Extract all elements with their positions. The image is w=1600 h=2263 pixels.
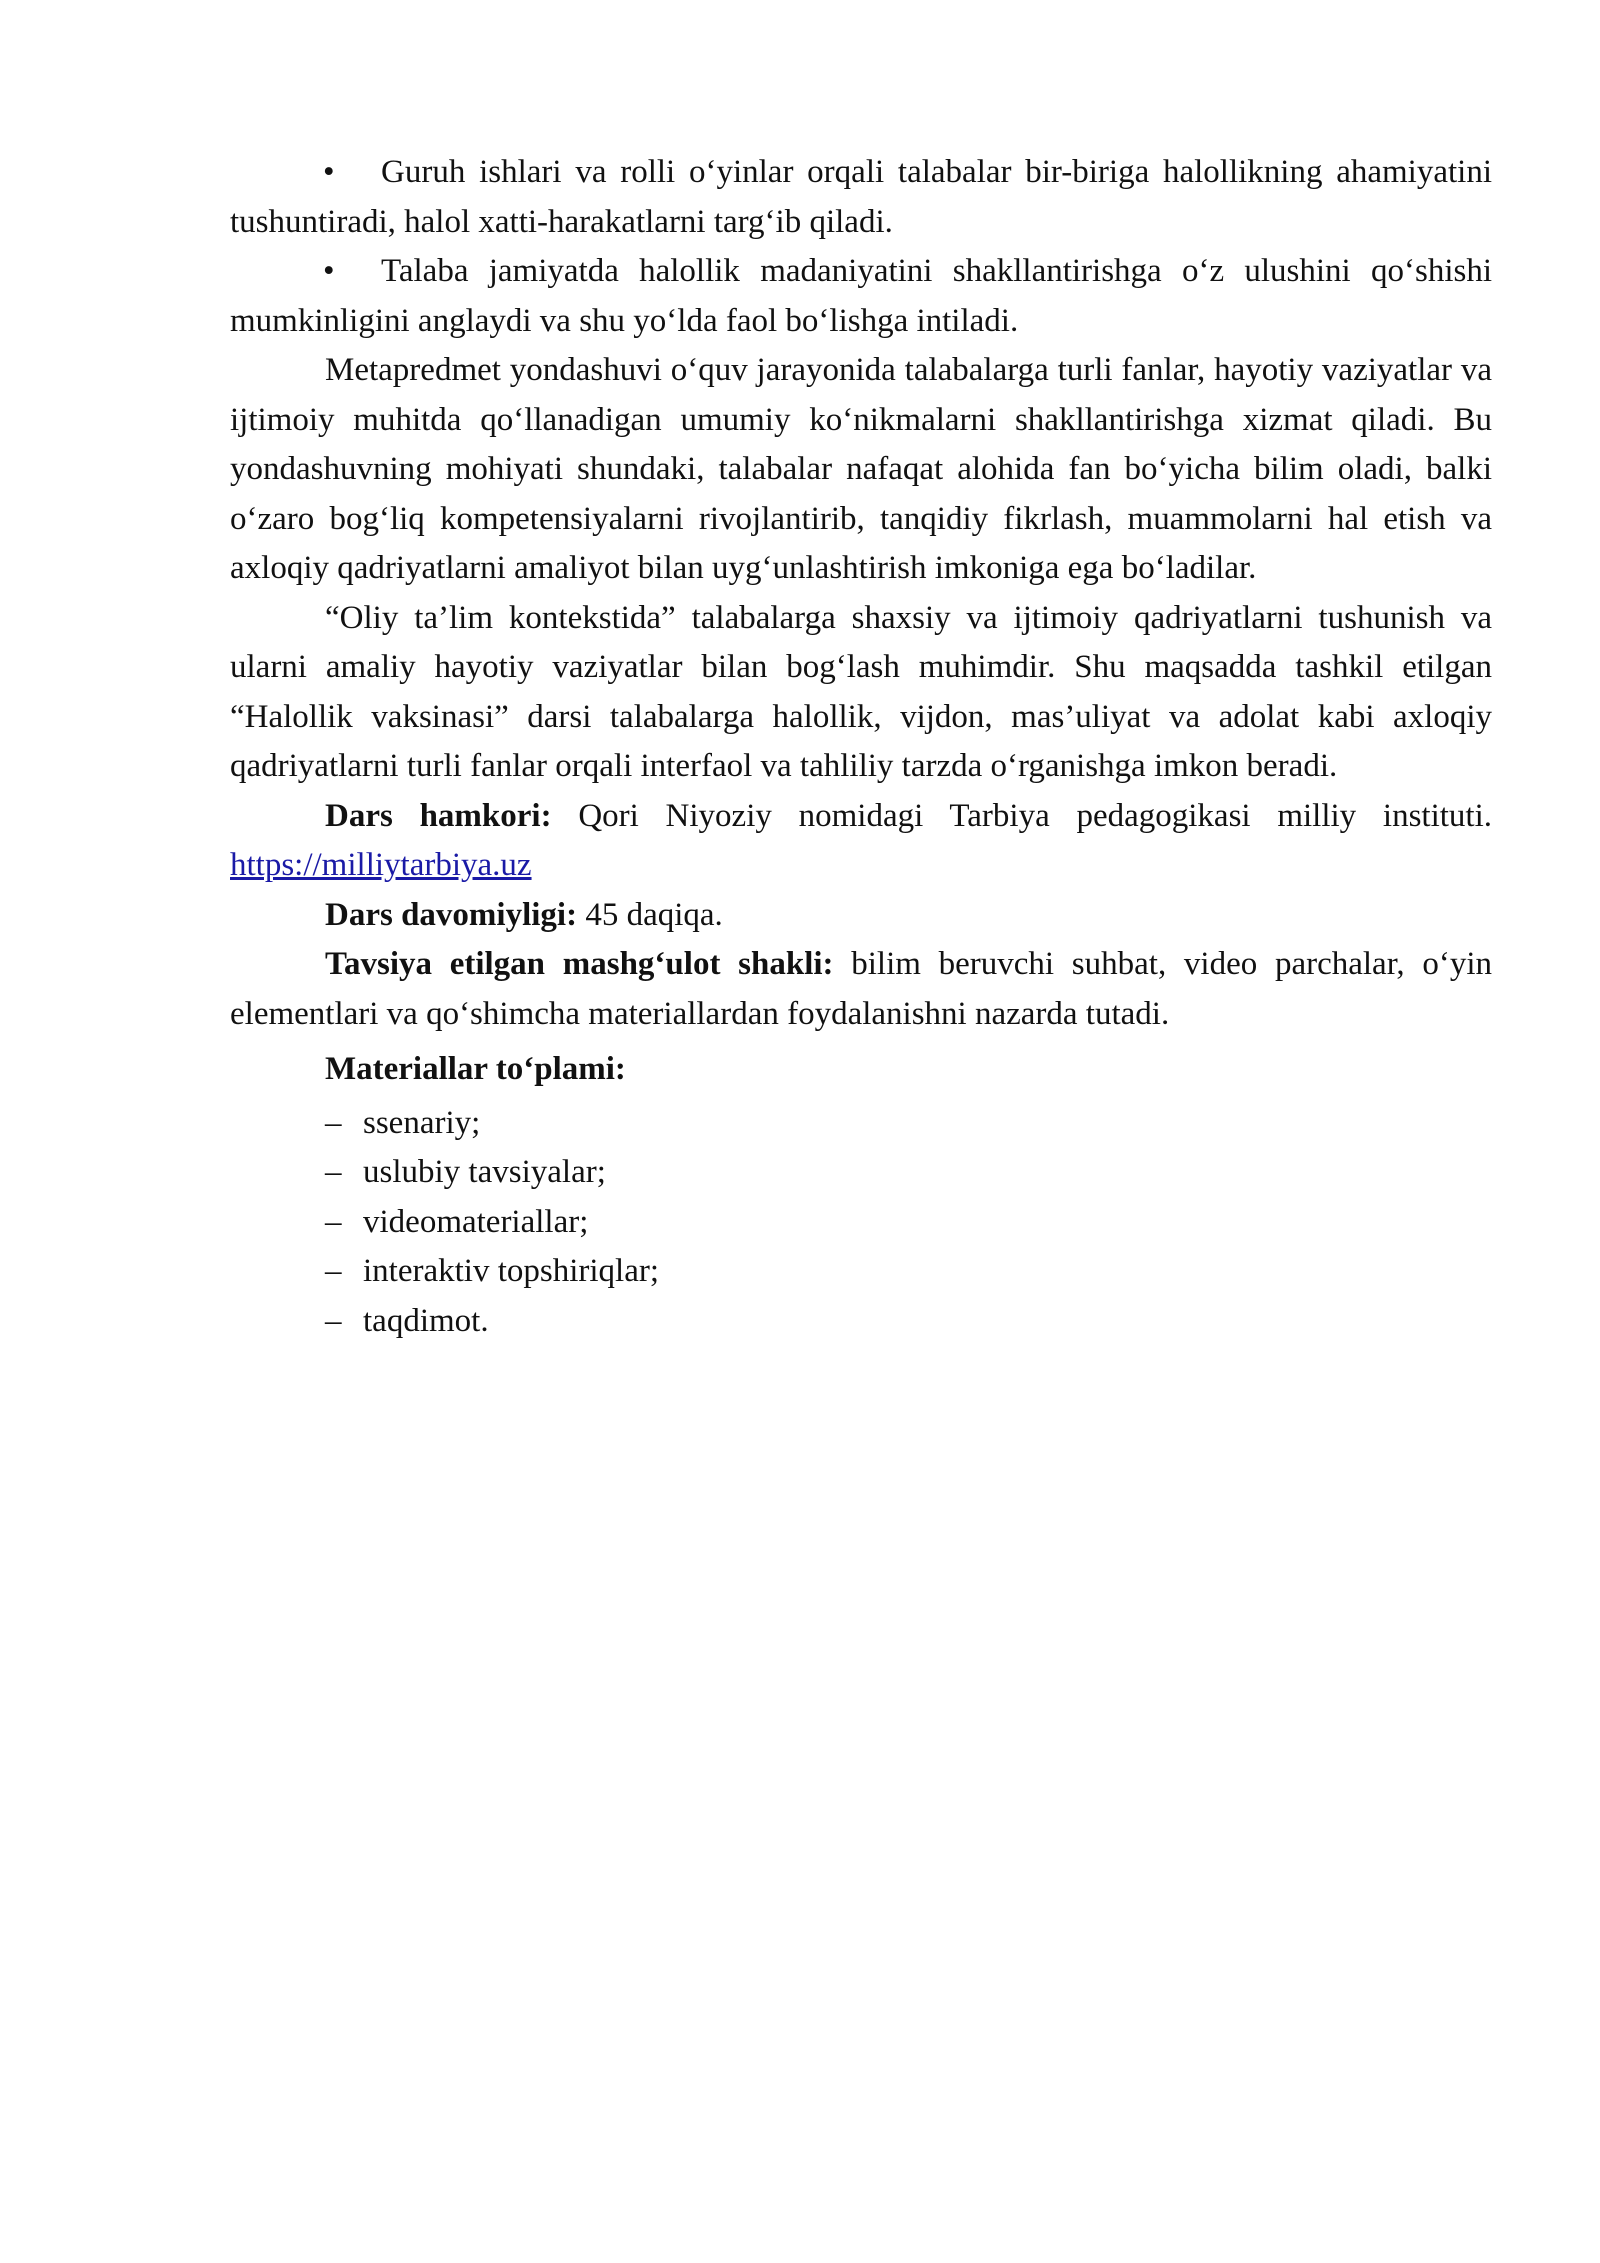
- list-item: [325, 1297, 1492, 1347]
- bullet-item: [230, 148, 1492, 247]
- bullet-icon: •: [323, 253, 335, 289]
- partner-label: Dars hamkori:: [325, 797, 552, 834]
- bullet-item: [230, 247, 1492, 346]
- duration-label: Dars davomiyligi:: [325, 896, 578, 933]
- list-item-text: videomateriallar;: [363, 1203, 589, 1240]
- partner-link[interactable]: https://milliytarbiya.uz: [230, 847, 532, 883]
- paragraph-oliy-talim: “Oliy ta’lim kontekstida” talabalarga shaxsiy va ijtimoiy qadriyatlarni tushunish va ularni amaliy hayotiy vaziyatlar bilan bog‘lash muhimdir. Shu maqsadda tashkil etilgan “Halollik vaksinasi” darsi talabalarga halollik, vijdon, mas’uliyat va adolat kabi axloqiy qadriyatlarni turli fanlar orqali interfaol va tahliliy tarzda o‘rganishga imkon beradi.: [230, 599, 1492, 784]
- partner-paragraph: [230, 792, 1492, 891]
- list-item-text: ssenariy;: [363, 1104, 481, 1141]
- list-item: [325, 1099, 1492, 1149]
- bullet-text: Talaba jamiyatda halollik madaniyatini shakllantirishga o‘z ulushini qo‘shishi mumkinligini anglaydi va shu yo‘lda faol bo‘lishga intiladi.: [230, 253, 1492, 339]
- dash-icon: –: [325, 1302, 342, 1339]
- dash-icon: –: [325, 1154, 342, 1190]
- materials-list: [230, 1099, 1492, 1347]
- form-label: Tavsiya etilgan mashg‘ulot shakli:: [325, 946, 834, 982]
- bullet-text: Guruh ishlari va rolli o‘yinlar orqali talabalar bir-biriga halollikning ahamiyatini tushuntiradi, halol xatti-harakatlarni targ‘ib qiladi.: [230, 154, 1492, 240]
- bullet-icon: •: [323, 154, 335, 190]
- form-paragraph: [230, 940, 1492, 1039]
- document-page: [230, 148, 1492, 1346]
- list-item: [325, 1148, 1492, 1198]
- duration-paragraph: [230, 891, 1492, 941]
- form-text: bilim beruvchi suhbat, video parchalar, o‘yin elementlari va qo‘shimcha materiallardan foydalanishni nazarda tutadi.: [230, 946, 1492, 1032]
- dash-icon: –: [325, 1253, 342, 1289]
- list-item-text: uslubiy tavsiyalar;: [363, 1154, 606, 1190]
- paragraph-metapredmet: Metapredmet yondashuvi o‘quv jarayonida talabalarga turli fanlar, hayotiy vaziyatlar va ijtimoiy muhitda qo‘llanadigan umumiy ko‘nikmalarni shakllantirishga xizmat qiladi. Bu yondashuvning mohiyati shundaki, talabalar nafaqat alohida fan bo‘yicha bilim oladi, balki o‘zaro bog‘liq kompetensiyalarni rivojlantirib, tanqidiy fikrlash, muammolarni hal etish va axloqiy qadriyatlarni amaliyot bilan uyg‘unlashtirish imkoniga ega bo‘ladilar.: [230, 352, 1492, 586]
- materials-title: Materiallar to‘plami:: [325, 1051, 626, 1087]
- list-item-text: taqdimot.: [363, 1302, 489, 1339]
- list-item: [325, 1198, 1492, 1248]
- dash-icon: –: [325, 1203, 342, 1240]
- duration-text: 45 daqiqa.: [577, 896, 723, 933]
- partner-text: Qori Niyoziy nomidagi Tarbiya pedagogikasi milliy instituti.: [551, 797, 1493, 834]
- dash-icon: –: [325, 1104, 342, 1141]
- list-item-text: interaktiv topshiriqlar;: [363, 1253, 660, 1289]
- list-item: [325, 1247, 1492, 1297]
